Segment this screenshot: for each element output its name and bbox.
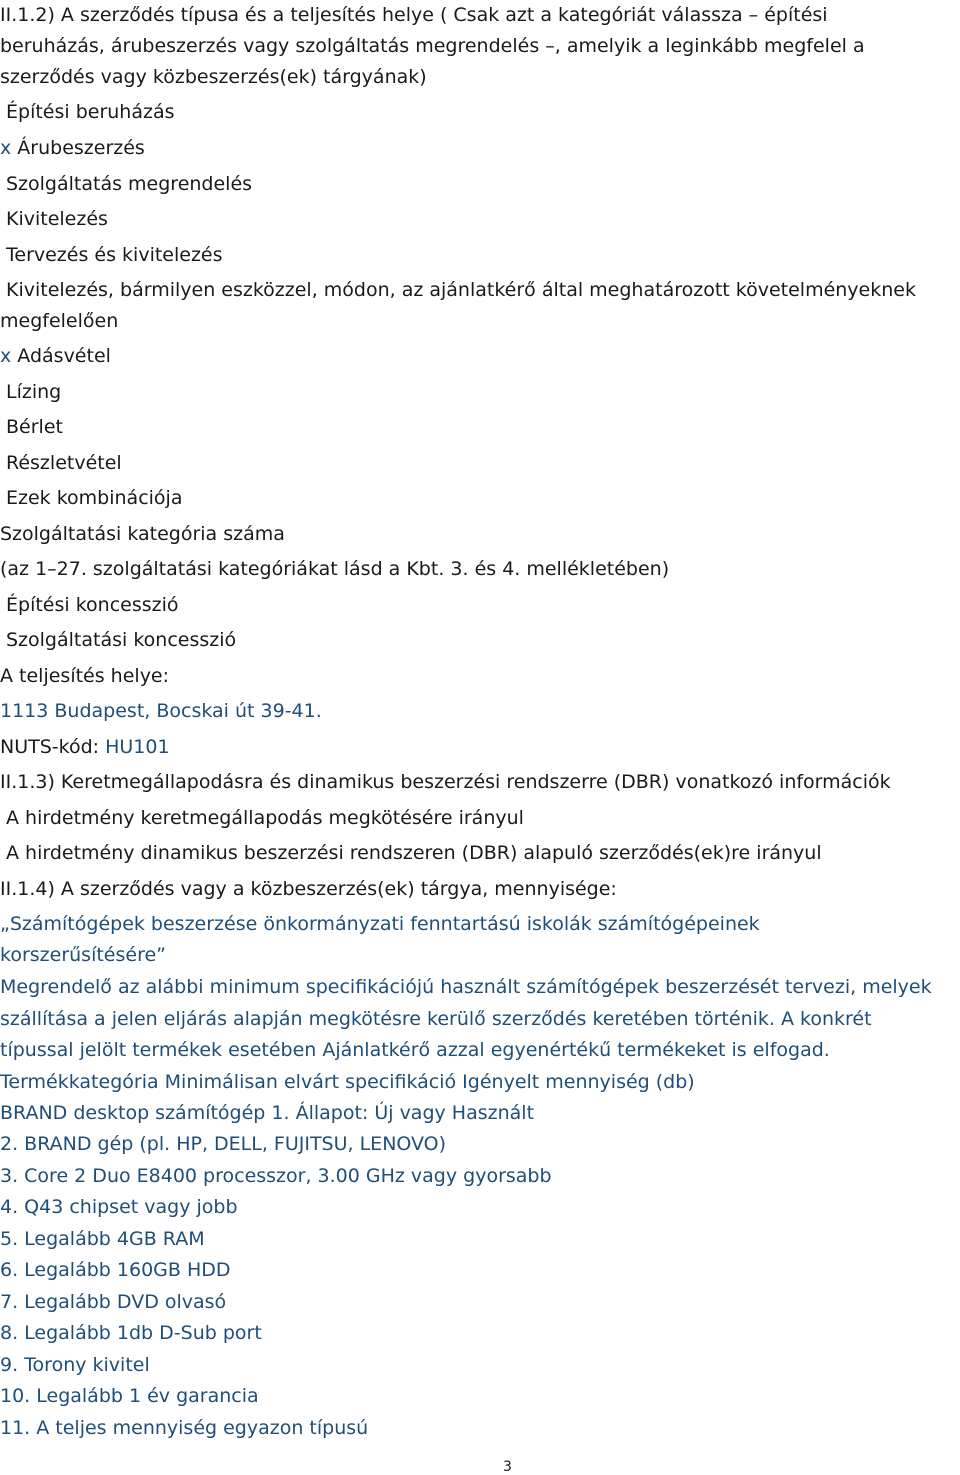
spec-line: 8. Legalább 1db D-Sub port: [0, 1322, 262, 1344]
option-mark: x: [0, 345, 12, 367]
option-label: Szolgáltatás megrendelés: [6, 173, 253, 195]
construction-option: Tervezés és kivitelezés: [6, 244, 223, 266]
construction-option: Kivitelezés: [6, 208, 108, 230]
spec-line: 4. Q43 chipset vagy jobb: [0, 1196, 238, 1218]
section-heading-2-line2: beruházás, árubeszerzés vagy szolgáltatás megrendelés –, amelyik a leginkább megfelel a: [0, 35, 865, 57]
spec-line: 2. BRAND gép (pl. HP, DELL, FUJITSU, LENOVO): [0, 1133, 447, 1155]
description-line: szállítása a jelen eljárás alapján megkötésre kerülő szerződés keretében történik. A konkrét: [0, 1008, 872, 1030]
option-mark: x: [0, 137, 12, 159]
nuts-label: NUTS-kód:: [0, 736, 106, 758]
option-label: Lízing: [6, 381, 62, 403]
supply-option: [6, 383, 61, 402]
service-category-note: (az 1–27. szolgáltatási kategóriákat lásd a Kbt. 3. és 4. mellékletében): [0, 558, 670, 580]
supply-option: [6, 418, 63, 437]
spec-line: 7. Legalább DVD olvasó: [0, 1291, 227, 1313]
option-label: Részletvétel: [6, 452, 122, 474]
subject-line2: korszerűsítésére”: [0, 944, 167, 966]
spec-line: 5. Legalább 4GB RAM: [0, 1228, 205, 1250]
place-value: 1113 Budapest, Bocskai út 39-41.: [0, 700, 322, 722]
spec-line: 10. Legalább 1 év garancia: [0, 1385, 259, 1407]
concession-option: Építési koncesszió: [6, 594, 179, 616]
supply-option: [6, 454, 122, 473]
spec-line: 11. A teljes mennyiség egyazon típusú: [0, 1417, 369, 1439]
spec-line: 6. Legalább 160GB HDD: [0, 1259, 231, 1281]
description-line: Megrendelő az alábbi minimum specifikációjú használt számítógépek beszerzését tervezi, melyek: [0, 976, 932, 998]
section-heading-3: II.1.3) Keretmegállapodásra és dinamikus beszerzési rendszerre (DBR) vonatkozó információk: [0, 771, 891, 793]
type-option: [0, 139, 145, 158]
framework-option: A hirdetmény keretmegállapodás megkötésére irányul: [6, 807, 524, 829]
subject-line1: „Számítógépek beszerzése önkormányzati fenntartású iskolák számítógépeinek: [0, 913, 760, 935]
construction-option-cont: megfelelően: [0, 310, 119, 332]
place-label: A teljesítés helye:: [0, 665, 170, 687]
option-label: Ezek kombinációja: [6, 487, 183, 509]
nuts-code: [0, 738, 170, 757]
dps-option: A hirdetmény dinamikus beszerzési rendszeren (DBR) alapuló szerződés(ek)re irányul: [6, 842, 822, 864]
spec-line: 3. Core 2 Duo E8400 processzor, 3.00 GHz vagy gyorsabb: [0, 1165, 552, 1187]
nuts-value: HU101: [105, 736, 170, 758]
supply-option: [6, 489, 182, 508]
description-line: típussal jelölt termékek esetében Ajánlatkérő azzal egyenértékű termékeket is elfogad.: [0, 1039, 830, 1061]
section-heading-2-line3: szerződés vagy közbeszerzés(ek) tárgyának): [0, 66, 427, 88]
spec-line: BRAND desktop számítógép 1. Állapot: Új vagy Használt: [0, 1102, 535, 1124]
table-header: Termékkategória Minimálisan elvárt specifikáció Igényelt mennyiség (db): [0, 1071, 695, 1093]
service-category-label: Szolgáltatási kategória száma: [0, 523, 285, 545]
type-option: [6, 103, 175, 122]
option-label: Építési beruházás: [6, 101, 175, 123]
type-option: [6, 175, 252, 194]
spec-line: 9. Torony kivitel: [0, 1354, 150, 1376]
option-label: Árubeszerzés: [17, 137, 145, 159]
option-label: Bérlet: [6, 416, 63, 438]
construction-option: Kivitelezés, bármilyen eszközzel, módon, az ajánlatkérő által meghatározott követelményeknek: [6, 279, 916, 301]
supply-option: [0, 347, 111, 366]
option-label: Adásvétel: [17, 345, 111, 367]
page-number: 3: [503, 1459, 512, 1475]
section-heading-2-line1: II.1.2) A szerződés típusa és a teljesítés helye ( Csak azt a kategóriát válassza – építési: [0, 4, 828, 26]
section-heading-4: II.1.4) A szerződés vagy a közbeszerzés(ek) tárgya, mennyisége:: [0, 878, 617, 900]
concession-option: Szolgáltatási koncesszió: [6, 629, 237, 651]
